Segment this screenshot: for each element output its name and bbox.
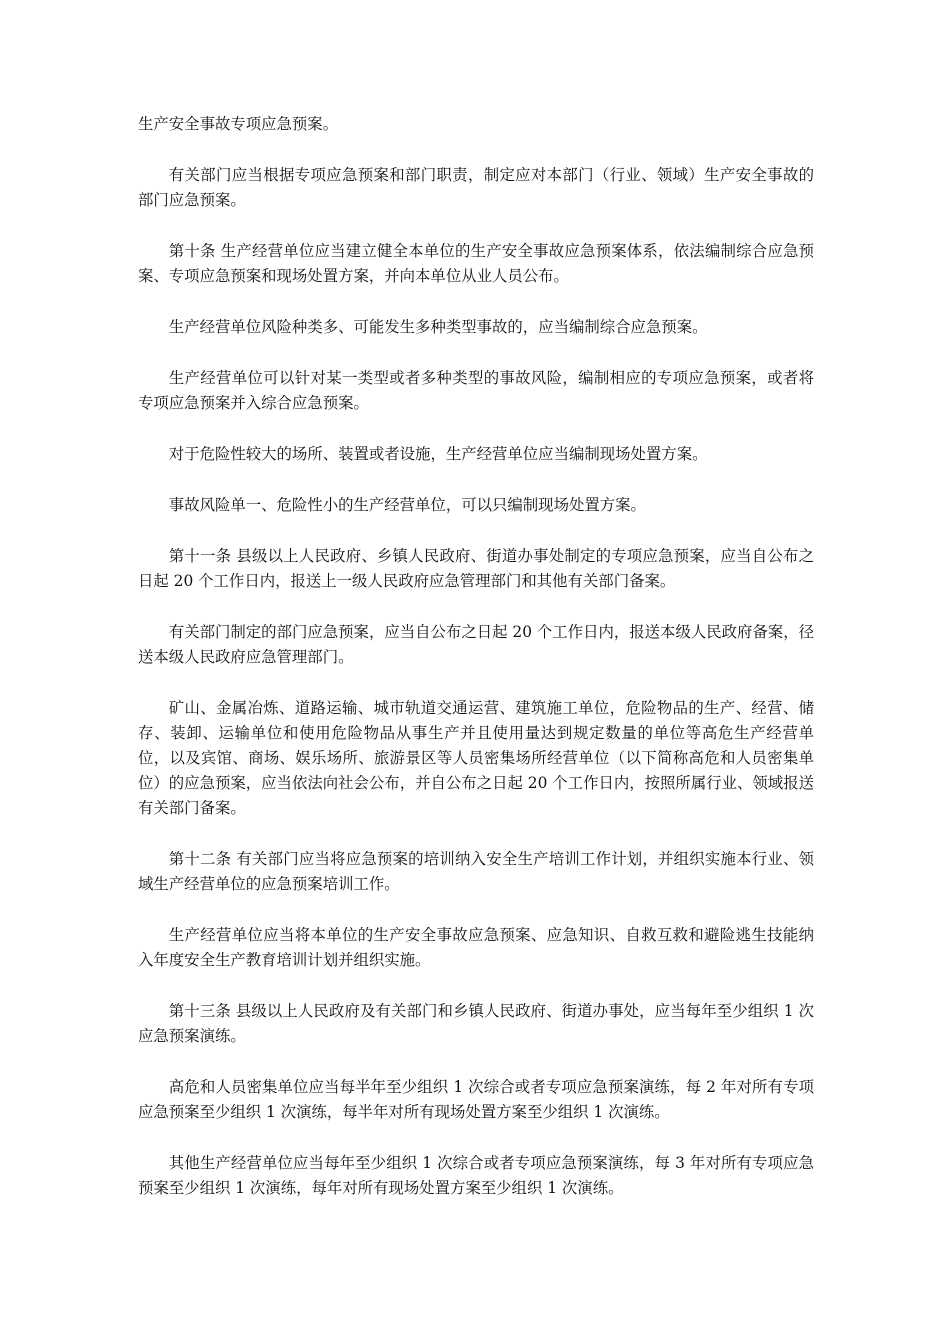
- paragraph: 高危和人员密集单位应当每半年至少组织 1 次综合或者专项应急预案演练，每 2 年对所有专项应急预案至少组织 1 次演练，每半年对所有现场处置方案至少组织 1 次演练。: [138, 1078, 814, 1121]
- paragraph: 对于危险性较大的场所、装置或者设施，生产经营单位应当编制现场处置方案。: [168, 445, 708, 463]
- paragraph-article-13: 第十三条 县级以上人民政府及有关部门和乡镇人民政府、街道办事处，应当每年至少组织 1 次应急预案演练。: [138, 1002, 814, 1045]
- paragraph: 矿山、金属冶炼、道路运输、城市轨道交通运营、建筑施工单位，危险物品的生产、经营、储存、装卸、运输单位和使用危险物品从事生产并且使用量达到规定数量的单位等高危生产经营单位，以及宾馆、商场、娱乐场所、旅游景区等人员密集场所经营单位（以下简称高危和人员密集单位）的应急预案，应当依法向社会公布，并自公布之日起 20 个工作日内，按照所属行业、领域报送有关部门备案。: [138, 699, 814, 817]
- paragraph: 有关部门制定的部门应急预案，应当自公布之日起 20 个工作日内，报送本级人民政府备案，径送本级人民政府应急管理部门。: [138, 623, 814, 666]
- paragraph-article-10: 第十条 生产经营单位应当建立健全本单位的生产安全事故应急预案体系，依法编制综合应急预案、专项应急预案和现场处置方案，并向本单位从业人员公布。: [138, 242, 814, 285]
- paragraph: 生产经营单位可以针对某一类型或者多种类型的事故风险，编制相应的专项应急预案，或者将专项应急预案并入综合应急预案。: [138, 369, 814, 412]
- document-page: [138, 112, 814, 1227]
- paragraph: 生产经营单位应当将本单位的生产安全事故应急预案、应急知识、自救互救和避险逃生技能纳入年度安全生产教育培训计划并组织实施。: [138, 926, 814, 969]
- paragraph-article-12: 第十二条 有关部门应当将应急预案的培训纳入安全生产培训工作计划，并组织实施本行业、领域生产经营单位的应急预案培训工作。: [138, 850, 814, 893]
- paragraph-article-11: 第十一条 县级以上人民政府、乡镇人民政府、街道办事处制定的专项应急预案，应当自公布之日起 20 个工作日内，报送上一级人民政府应急管理部门和其他有关部门备案。: [138, 547, 814, 590]
- paragraph: 有关部门应当根据专项应急预案和部门职责，制定应对本部门（行业、领域）生产安全事故的部门应急预案。: [138, 166, 814, 209]
- paragraph-continuation: 生产安全事故专项应急预案。: [138, 115, 339, 133]
- paragraph: 事故风险单一、危险性小的生产经营单位，可以只编制现场处置方案。: [168, 496, 646, 514]
- paragraph: 其他生产经营单位应当每年至少组织 1 次综合或者专项应急预案演练，每 3 年对所有专项应急预案至少组织 1 次演练，每年对所有现场处置方案至少组织 1 次演练。: [138, 1154, 814, 1197]
- paragraph: 生产经营单位风险种类多、可能发生多种类型事故的，应当编制综合应急预案。: [168, 318, 708, 336]
